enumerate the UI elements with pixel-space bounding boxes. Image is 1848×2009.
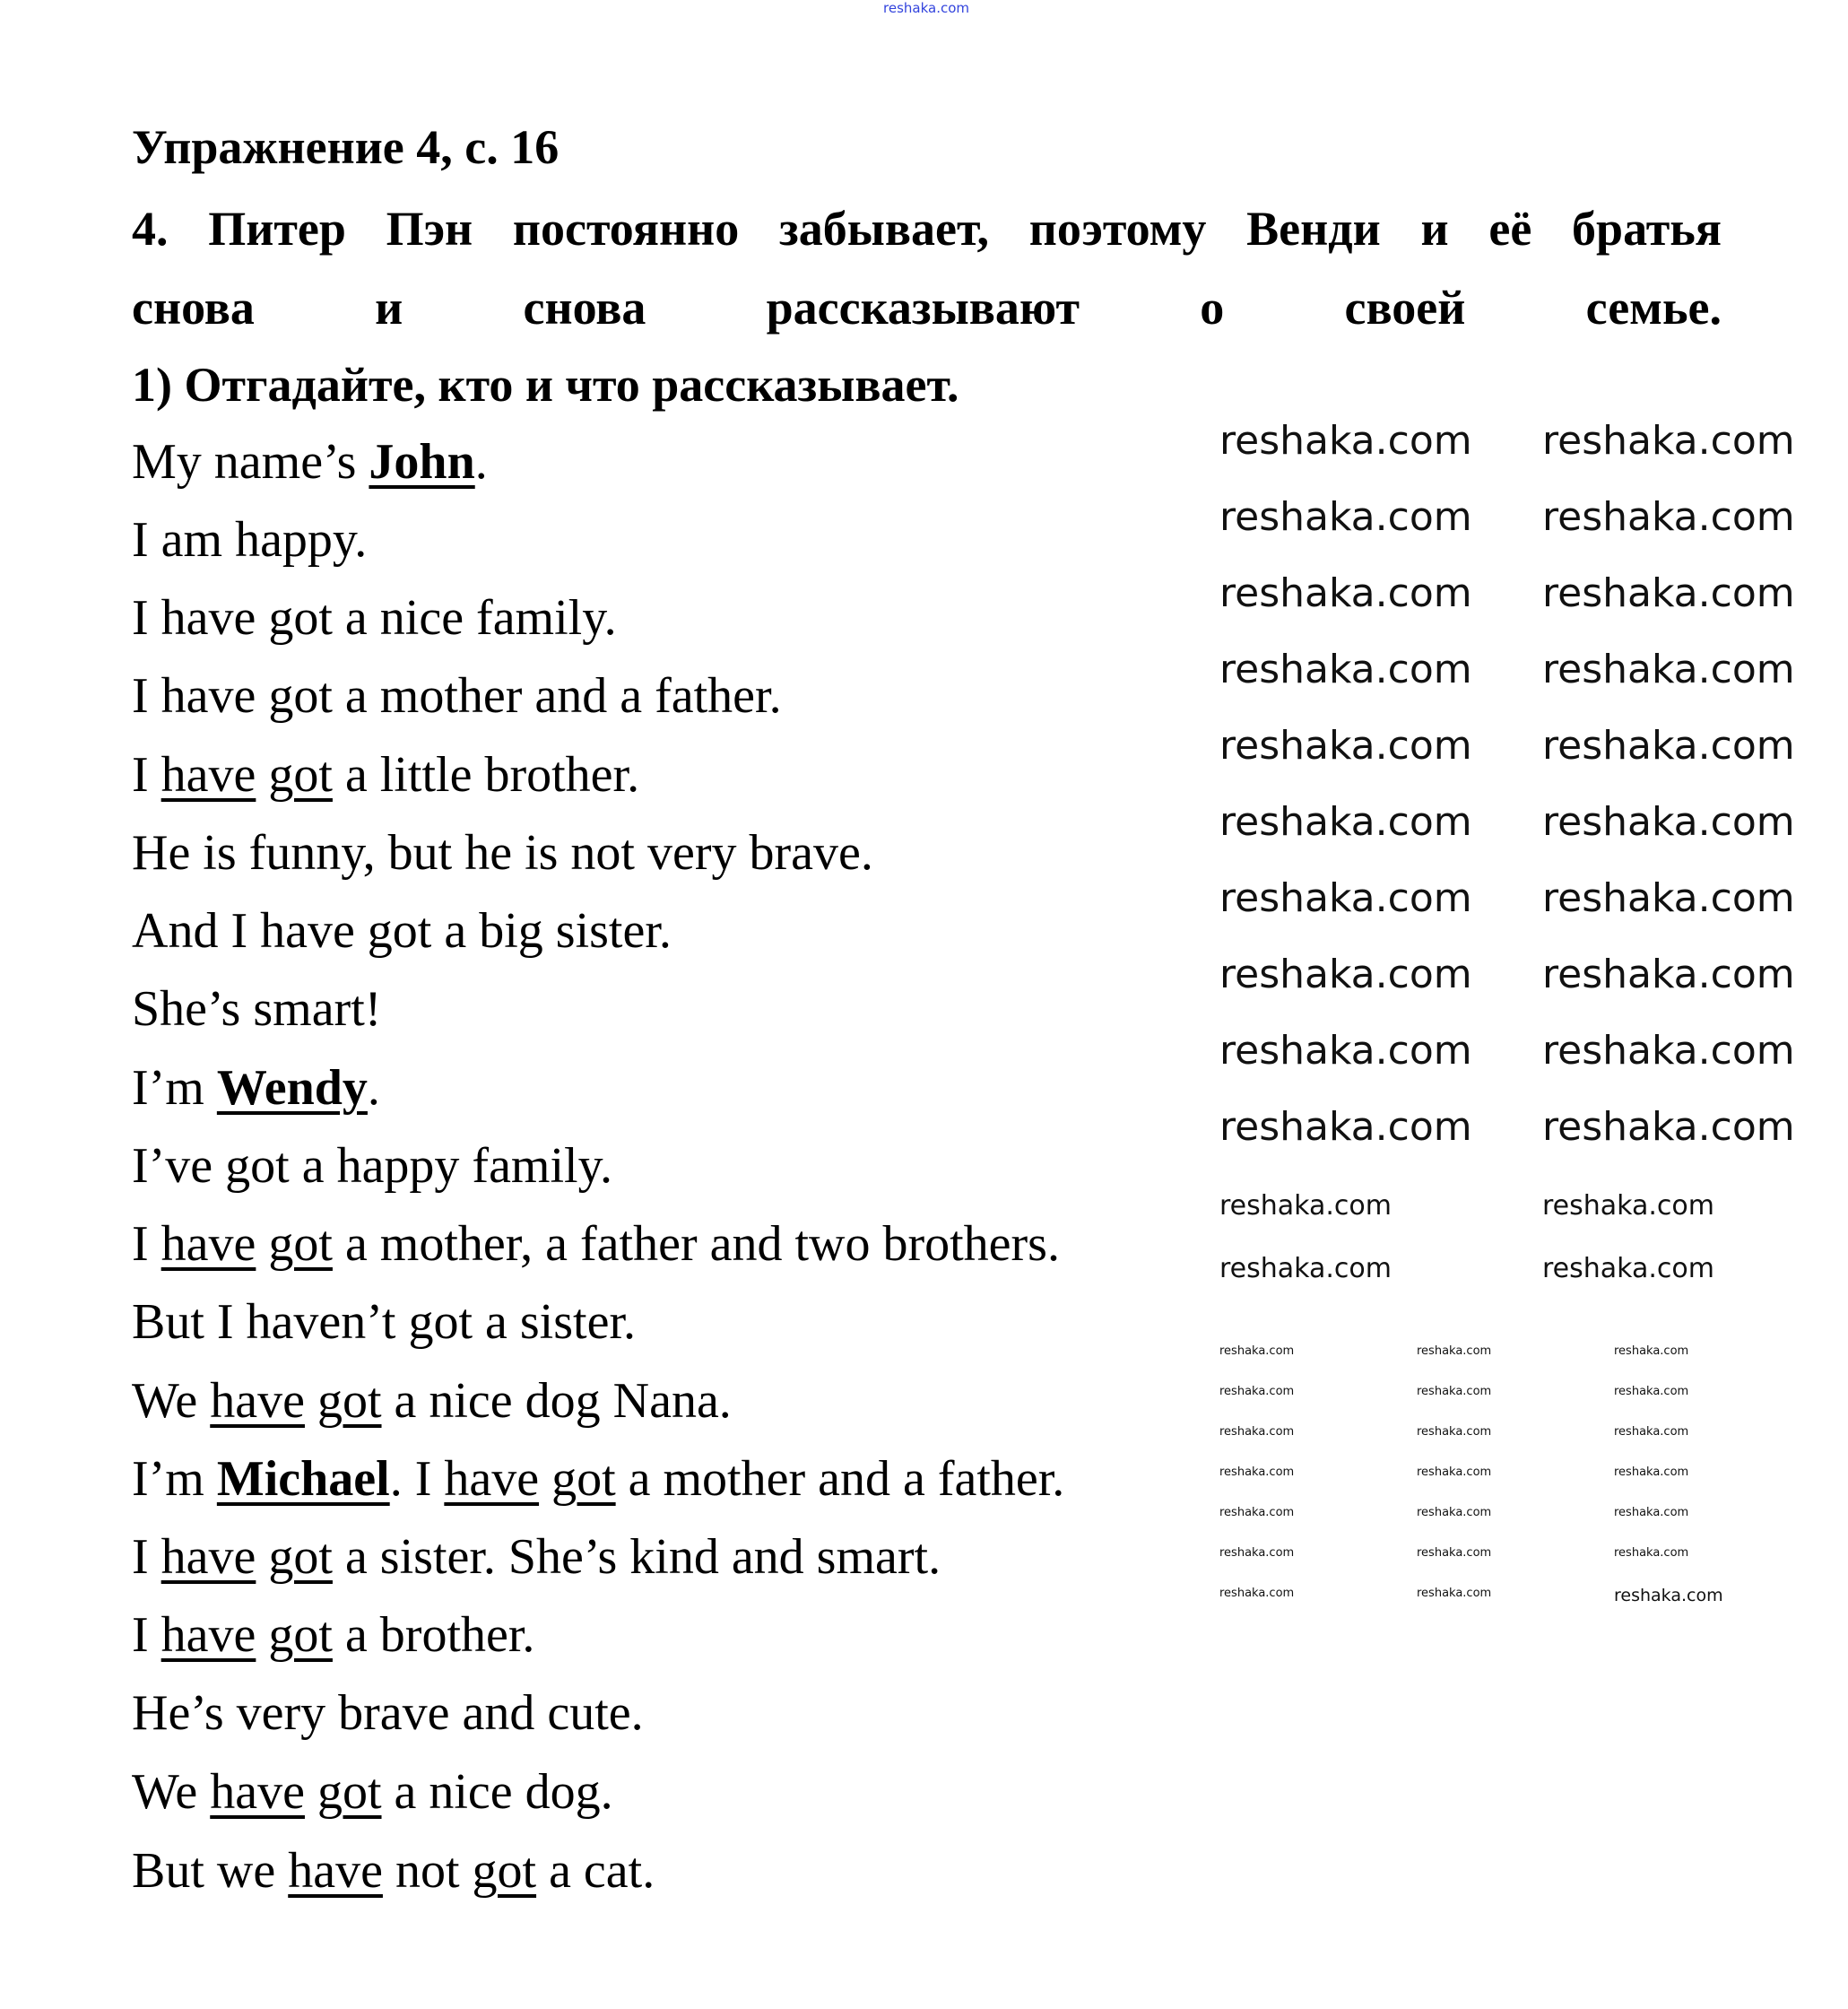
watermark: reshaka.com [1417,1344,1492,1358]
watermark: reshaka.com [1219,723,1472,769]
text-segment [256,747,268,803]
text-segment: I [132,1529,161,1585]
watermark: reshaka.com [1614,1586,1723,1605]
name-highlight: Michael [216,1451,390,1507]
text-segment: I have got a mother and a father. [132,668,782,724]
name-highlight: John [369,434,475,490]
text-segment: . [367,1060,380,1116]
underlined-word: got [268,1607,333,1663]
watermark: reshaka.com [883,0,969,16]
text-segment [256,1529,268,1585]
text-segment: He’s very brave and cute. [132,1685,644,1741]
watermark: reshaka.com [1614,1385,1689,1398]
text-line [132,1756,613,1828]
task-line-2: снова и снова рассказывают о своей семье. [132,281,1722,335]
watermark: reshaka.com [1417,1385,1492,1398]
text-line [132,504,367,576]
text-segment: . [474,434,488,490]
text-segment: I [132,1216,161,1272]
watermark: reshaka.com [1542,1028,1795,1074]
text-line [132,739,639,811]
underlined-word: got [317,1764,382,1820]
underlined-word: got [268,1216,333,1272]
text-segment: I [132,1607,161,1663]
watermark: reshaka.com [1219,952,1472,997]
text-segment [256,1216,268,1272]
text-segment: And I have got a big sister. [132,903,672,959]
text-segment: not [382,1843,473,1899]
text-line [132,1286,636,1358]
text-segment: a nice dog. [381,1764,613,1820]
text-line [132,1130,612,1202]
text-segment: a cat. [536,1843,655,1899]
text-line [132,1208,1060,1280]
watermark: reshaka.com [1219,1506,1295,1519]
underlined-word: have [161,1607,256,1663]
watermark: reshaka.com [1417,1587,1492,1600]
watermark: reshaka.com [1542,875,1795,921]
watermark: reshaka.com [1219,1344,1295,1358]
text-line [132,426,488,498]
underlined-word: got [268,747,333,803]
underlined-word: have [161,1216,256,1272]
underlined-word: got [268,1529,333,1585]
text-segment: But I haven’t got a sister. [132,1294,636,1350]
text-line [132,582,617,654]
text-segment: I’ve got a happy family. [132,1138,612,1194]
task-line-1: 4. Питер Пэн постоянно забывает, поэтому Венди и её братья [132,202,1722,256]
underlined-word: have [444,1451,540,1507]
watermark: reshaka.com [1219,1028,1472,1074]
underlined-word: have [161,747,256,803]
underlined-word: got [472,1843,537,1899]
watermark: reshaka.com [1219,1190,1392,1222]
text-line [132,660,782,732]
watermark: reshaka.com [1219,1385,1295,1398]
watermark: reshaka.com [1542,494,1795,540]
subtask: 1) Отгадайте, кто и что рассказывает. [132,358,959,412]
watermark: reshaka.com [1542,1104,1795,1150]
exercise-title: Упражнение 4, с. 16 [132,120,560,174]
watermark: reshaka.com [1417,1506,1492,1519]
text-segment: . I [389,1451,445,1507]
watermark: reshaka.com [1417,1465,1492,1479]
text-segment [256,1607,268,1663]
text-segment: a little brother. [332,747,640,803]
underlined-word: got [317,1373,382,1429]
watermark: reshaka.com [1417,1425,1492,1439]
text-segment [305,1373,317,1429]
text-line [132,1835,655,1907]
text-line [132,1677,644,1749]
text-segment: We [132,1764,211,1820]
text-line [132,1052,380,1124]
watermark: reshaka.com [1614,1425,1689,1439]
underlined-word: have [288,1843,383,1899]
text-segment: My name’s [132,434,369,490]
text-segment [539,1451,551,1507]
watermark: reshaka.com [1219,799,1472,845]
watermark: reshaka.com [1542,1253,1714,1284]
text-segment: But we [132,1843,289,1899]
watermark: reshaka.com [1614,1546,1689,1560]
text-segment: a mother, a father and two brothers. [332,1216,1060,1272]
underlined-word: have [210,1764,305,1820]
text-segment: a nice dog Nana. [381,1373,732,1429]
watermark: reshaka.com [1614,1465,1689,1479]
text-line [132,895,672,967]
text-line [132,1443,1064,1515]
name-highlight: Wendy [216,1060,368,1116]
watermark: reshaka.com [1219,1253,1392,1284]
watermark: reshaka.com [1219,494,1472,540]
watermark: reshaka.com [1542,723,1795,769]
watermark: reshaka.com [1614,1344,1689,1358]
watermark: reshaka.com [1219,570,1472,616]
text-segment: a sister. She’s kind and smart. [332,1529,941,1585]
text-line [132,1521,941,1593]
watermark: reshaka.com [1219,1465,1295,1479]
watermark: reshaka.com [1542,570,1795,616]
watermark: reshaka.com [1219,875,1472,921]
text-segment: I [132,747,161,803]
watermark: reshaka.com [1542,1190,1714,1222]
text-segment: I have got a nice family. [132,590,617,646]
watermark: reshaka.com [1219,418,1472,464]
text-segment: I am happy. [132,512,368,568]
text-segment: a mother and a father. [615,1451,1065,1507]
text-segment: She’s smart! [132,981,382,1037]
text-segment: I’m [132,1451,217,1507]
text-segment [305,1764,317,1820]
watermark: reshaka.com [1219,647,1472,692]
underlined-word: got [551,1451,616,1507]
watermark: reshaka.com [1542,952,1795,997]
watermark: reshaka.com [1219,1587,1295,1600]
text-segment: He is funny, but he is not very brave. [132,825,873,881]
watermark: reshaka.com [1417,1546,1492,1560]
watermark: reshaka.com [1219,1425,1295,1439]
text-line [132,973,381,1045]
watermark: reshaka.com [1542,799,1795,845]
text-line [132,1599,534,1671]
text-line [132,1365,732,1437]
watermark: reshaka.com [1542,418,1795,464]
text-line [132,817,873,889]
watermark: reshaka.com [1614,1506,1689,1519]
text-segment: We [132,1373,211,1429]
text-segment: I’m [132,1060,217,1116]
underlined-word: have [210,1373,305,1429]
underlined-word: have [161,1529,256,1585]
watermark: reshaka.com [1542,647,1795,692]
watermark: reshaka.com [1219,1104,1472,1150]
text-segment: a brother. [332,1607,535,1663]
watermark: reshaka.com [1219,1546,1295,1560]
